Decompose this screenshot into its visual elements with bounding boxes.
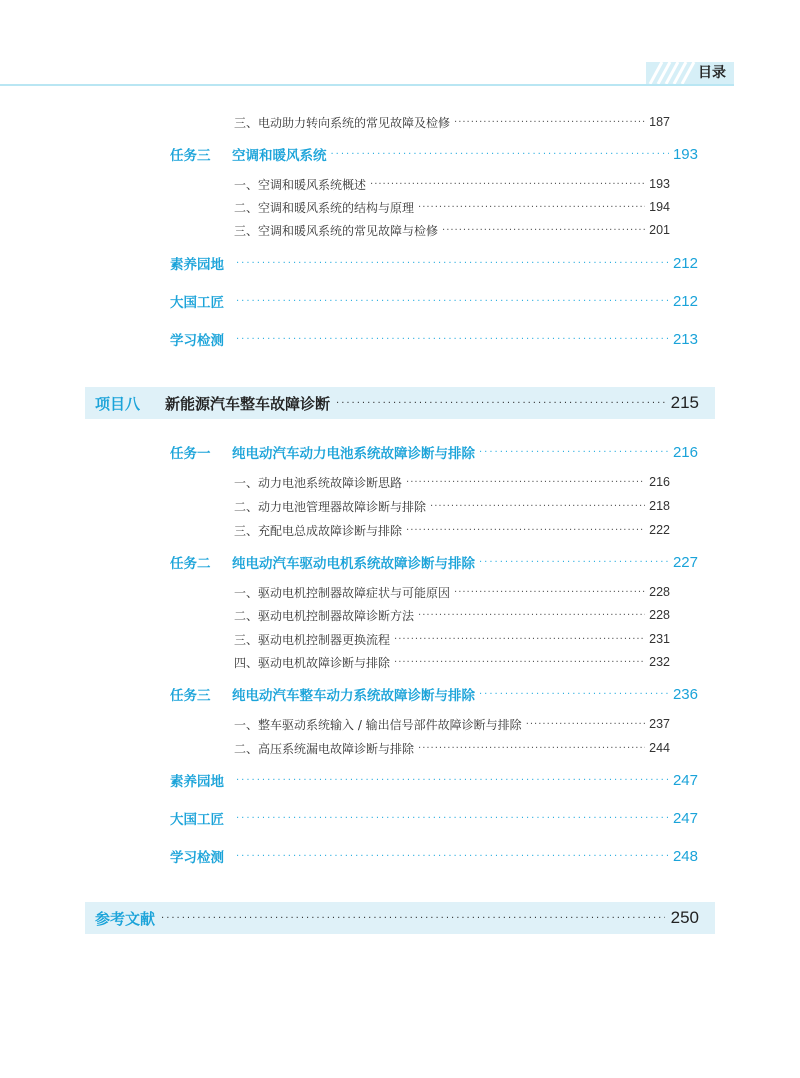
toc-extra-label: 学习检测 — [170, 850, 224, 866]
toc-extra-label: 学习检测 — [170, 333, 224, 349]
toc-task-title: 纯电动汽车动力电池系统故障诊断与排除 — [232, 446, 475, 462]
page-title: 目录 — [698, 65, 726, 81]
toc-project-label: 项目八 — [95, 394, 141, 413]
toc-subitem-page: 228 — [649, 608, 670, 622]
toc-subitem-title: 二、空调和暖风系统的结构与原理 — [234, 200, 415, 215]
leader-dots — [236, 851, 669, 862]
toc-extra-page: 247 — [672, 771, 698, 789]
toc-task[interactable] — [170, 143, 698, 165]
toc-subitem-title: 三、驱动电机控制器更换流程 — [234, 632, 391, 647]
leader-dots — [394, 657, 645, 668]
toc-extra-label: 素养园地 — [170, 774, 224, 790]
header-tab — [646, 62, 734, 84]
toc-extra-page: 248 — [672, 847, 698, 865]
header-rule — [0, 84, 734, 86]
toc-subitem-title: 三、充配电总成故障诊断与排除 — [234, 523, 403, 538]
toc-references-label: 参考文献 — [95, 909, 156, 928]
toc-subitem[interactable] — [234, 520, 670, 540]
toc-subitem-title: 一、驱动电机控制器故障症状与可能原因 — [234, 585, 451, 600]
toc-references-page: 250 — [670, 908, 699, 927]
toc-subitem-page: 244 — [649, 741, 670, 755]
toc-task-title: 纯电动汽车驱动电机系统故障诊断与排除 — [232, 556, 475, 572]
toc-task[interactable] — [170, 551, 698, 573]
toc-subitem[interactable] — [234, 652, 670, 672]
toc-task-label: 任务一 — [170, 446, 211, 462]
toc-task-label: 任务三 — [170, 148, 211, 164]
leader-dots — [479, 447, 669, 458]
toc-task-label: 任务三 — [170, 688, 211, 704]
leader-dots — [454, 587, 645, 598]
leader-dots — [236, 813, 669, 824]
toc-extra-page: 212 — [672, 254, 698, 272]
toc-subitem-page: 222 — [649, 523, 670, 537]
toc-subitem[interactable] — [234, 738, 670, 758]
leader-dots — [406, 477, 645, 488]
toc-task-title: 纯电动汽车整车动力系统故障诊断与排除 — [232, 688, 475, 704]
toc-subitem-page: 232 — [649, 655, 670, 669]
toc-extra-page: 247 — [672, 809, 698, 827]
toc-subitem[interactable] — [234, 496, 670, 516]
toc-task-page: 236 — [672, 685, 698, 703]
toc-subitem-page: 216 — [649, 475, 670, 489]
leader-dots — [331, 149, 669, 160]
toc-subitem-title: 二、高压系统漏电故障诊断与排除 — [234, 741, 415, 756]
toc-subitem-page: 218 — [649, 499, 670, 513]
toc-subitem[interactable] — [234, 220, 670, 240]
toc-subitem-page: 194 — [649, 200, 670, 214]
toc-project-page: 215 — [670, 393, 699, 412]
toc-subitem-title: 四、驱动电机故障诊断与排除 — [234, 655, 391, 670]
toc-subitem[interactable] — [234, 605, 670, 625]
toc-extra-craftsman[interactable] — [170, 807, 698, 829]
stripes-decoration-icon — [646, 62, 698, 84]
leader-dots — [454, 117, 645, 128]
toc-subitem[interactable] — [234, 582, 670, 602]
toc-extra-label: 大国工匠 — [170, 812, 224, 828]
toc-task-label: 任务二 — [170, 556, 211, 572]
leader-dots — [236, 334, 669, 345]
toc-task-page: 216 — [672, 443, 698, 461]
toc-extra-label: 素养园地 — [170, 257, 224, 273]
leader-dots — [526, 719, 645, 730]
toc-extra-craftsman[interactable] — [170, 290, 698, 312]
leader-dots — [430, 501, 645, 512]
leader-dots — [418, 202, 645, 213]
toc-extra-literacy[interactable] — [170, 252, 698, 274]
leader-dots — [418, 610, 645, 621]
toc-subitem[interactable] — [234, 714, 670, 734]
toc-extra-page: 213 — [672, 330, 698, 348]
toc-subitem-page: 201 — [649, 223, 670, 237]
leader-dots — [336, 398, 665, 409]
toc-extra-page: 212 — [672, 292, 698, 310]
toc-subitem-page: 187 — [649, 115, 670, 129]
toc-subitem-title: 三、空调和暖风系统的常见故障与检修 — [234, 223, 439, 238]
toc-task-title: 空调和暖风系统 — [232, 148, 327, 164]
toc-references-bar[interactable] — [85, 902, 715, 934]
toc-extra-label: 大国工匠 — [170, 295, 224, 311]
toc-subitem-page: 193 — [649, 177, 670, 191]
leader-dots — [394, 634, 645, 645]
toc-extra-literacy[interactable] — [170, 769, 698, 791]
toc-subitem-title: 二、动力电池管理器故障诊断与排除 — [234, 499, 427, 514]
leader-dots — [236, 258, 669, 269]
toc-subitem[interactable] — [234, 112, 670, 132]
leader-dots — [370, 179, 645, 190]
leader-dots — [442, 225, 645, 236]
toc-task-page: 193 — [672, 145, 698, 163]
toc-subitem[interactable] — [234, 197, 670, 217]
toc-subitem[interactable] — [234, 629, 670, 649]
leader-dots — [418, 743, 645, 754]
leader-dots — [161, 913, 665, 924]
leader-dots — [479, 557, 669, 568]
toc-task[interactable] — [170, 683, 698, 705]
toc-task-page: 227 — [672, 553, 698, 571]
leader-dots — [236, 775, 669, 786]
toc-subitem[interactable] — [234, 472, 670, 492]
toc-subitem-page: 228 — [649, 585, 670, 599]
toc-subitem-page: 231 — [649, 632, 670, 646]
toc-extra-test[interactable] — [170, 328, 698, 350]
leader-dots — [406, 525, 645, 536]
toc-subitem-title: 二、驱动电机控制器故障诊断方法 — [234, 608, 415, 623]
toc-subitem-title: 一、动力电池系统故障诊断思路 — [234, 475, 403, 490]
toc-subitem[interactable] — [234, 174, 670, 194]
toc-project-title: 新能源汽车整车故障诊断 — [165, 394, 331, 413]
leader-dots — [479, 689, 669, 700]
toc-subitem-page: 237 — [649, 717, 670, 731]
toc-project-bar[interactable] — [85, 387, 715, 419]
toc-subitem-title: 一、空调和暖风系统概述 — [234, 177, 367, 192]
leader-dots — [236, 296, 669, 307]
toc-extra-test[interactable] — [170, 845, 698, 867]
toc-task[interactable] — [170, 441, 698, 463]
toc-subitem-title: 一、整车驱动系统输入 / 输出信号部件故障诊断与排除 — [234, 717, 522, 732]
toc-subitem-title: 三、电动助力转向系统的常见故障及检修 — [234, 115, 451, 130]
